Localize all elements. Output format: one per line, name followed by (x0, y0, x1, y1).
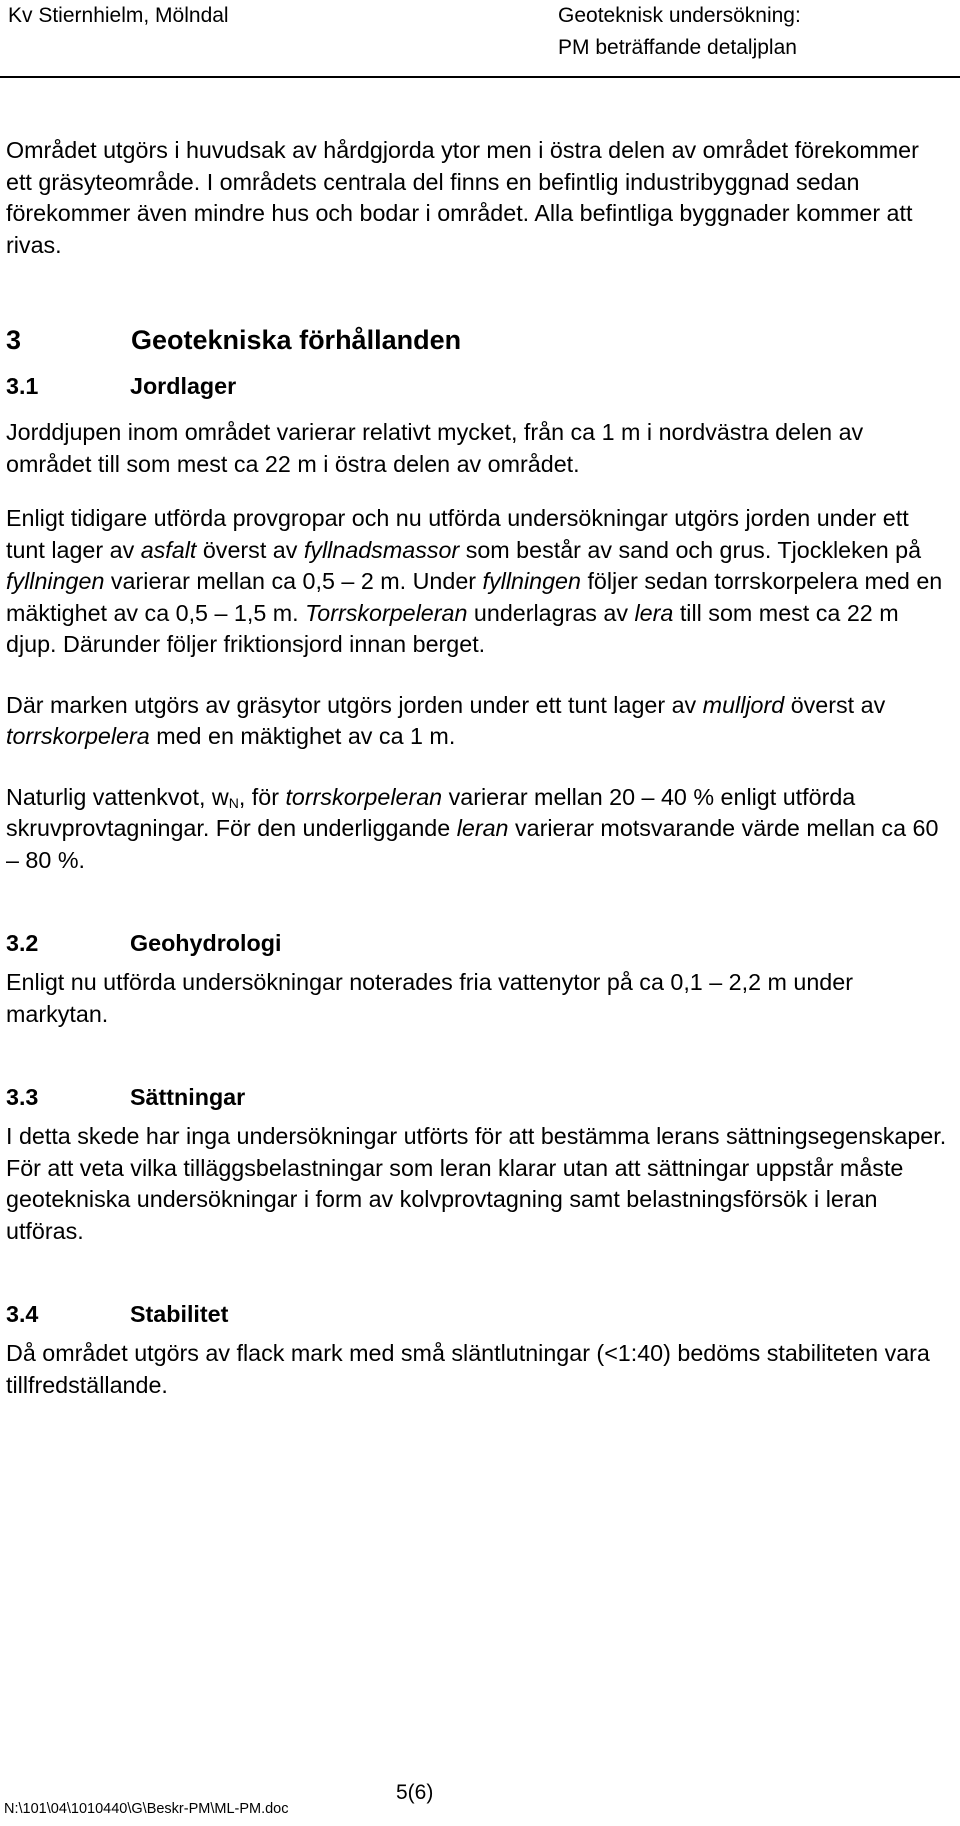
jordlager-paragraph-3: Där marken utgörs av gräsytor utgörs jorden under ett tunt lager av mulljord överst av torrskorpelera med en mäktighet av ca 1 m. (6, 691, 886, 749)
section-title: Stabilitet (130, 1301, 229, 1327)
section-3-2-heading (6, 927, 951, 959)
section-3-4-heading (6, 1298, 951, 1330)
header-title-line2: PM beträffande detaljplan (558, 36, 797, 59)
footer-file-path: N:\101\04\1010440\G\Beskr-PM\ML-PM.doc (4, 1801, 289, 1817)
section-title: Geotekniska förhållanden (131, 325, 462, 355)
jordlager-paragraph-4: Naturlig vattenkvot, $w_N$, för torrskorpeleran varierar mellan 20 – 40 % enligt utförda skruvprovtagningar. För den underliggande leran varierar motsvarande värde mellan ca 60 – 80 %. (6, 783, 939, 873)
jordlager-paragraph-2: Enligt tidigare utförda provgropar och nu utförda undersökningar utgörs jorden under ett tunt lager av asfalt överst av fyllnadsmassor som består av sand och grus. Tjockleken på fyllningen varierar mellan ca 0,5 – 2 m. Under fyllningen följer sedan torrskorpelera med en mäktighet av ca 0,5 – 1,5 m. Torrskorpeleran underlagras av lera till som mest ca 22 m djup. Därunder följer friktionsjord innan berget. (6, 505, 943, 657)
section-number: 3.4 (6, 1301, 39, 1327)
sattningar-paragraph: I detta skede har inga undersökningar utförts för att bestämma lerans sättningsegenskaper. För att veta vilka tilläggsbelastningar som leran klarar utan att sättningar uppstår måste geotekniska undersökningar i form av kolvprovtagning samt belastningsförsök i leran utföras. (6, 1123, 947, 1244)
section-number: 3.1 (6, 373, 39, 399)
header-divider (0, 76, 960, 78)
section-number: 3.2 (6, 930, 39, 956)
section-number: 3 (6, 325, 22, 355)
section-title: Geohydrologi (130, 930, 282, 956)
section-3-heading (6, 320, 951, 360)
section-title: Sättningar (130, 1084, 246, 1110)
header-title-line1: Geoteknisk undersökning: (558, 4, 801, 27)
geohydrologi-paragraph: Enligt nu utförda undersökningar noterades fria vattenytor på ca 0,1 – 2,2 m under markytan. (6, 969, 853, 1027)
page-number: 5(6) (396, 1781, 434, 1804)
intro-paragraph: Området utgörs i huvudsak av hårdgjorda ytor men i östra delen av området förekommer ett gräsyteområde. I områdets centrala del finns en befintlig industribyggnad sedan förekommer även mindre hus och bodar i området. Alla befintliga byggnader kommer att rivas. (6, 137, 919, 258)
header-document-title (558, 0, 801, 64)
section-3-1-heading (6, 370, 951, 402)
section-3-3-heading (6, 1081, 951, 1113)
page-body (6, 135, 951, 1401)
section-number: 3.3 (6, 1084, 39, 1110)
jordlager-paragraph-1: Jorddjupen inom området varierar relativt mycket, från ca 1 m i nordvästra delen av området till som mest ca 22 m i östra delen av området. (6, 419, 864, 477)
header-project: Kv Stiernhielm, Mölndal (8, 4, 229, 27)
stabilitet-paragraph: Då området utgörs av flack mark med små släntlutningar (<1:40) bedöms stabiliteten vara tillfredställande. (6, 1340, 930, 1398)
section-title: Jordlager (130, 373, 237, 399)
